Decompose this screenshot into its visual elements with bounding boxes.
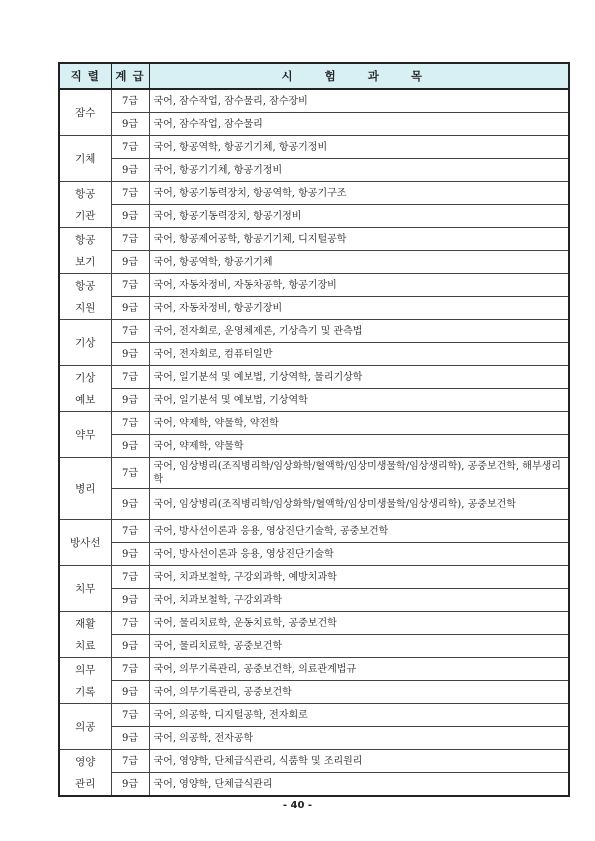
subjects-cell: 국어, 항공기기체, 항공기정비 bbox=[149, 159, 569, 182]
table-row bbox=[59, 658, 569, 681]
table-row bbox=[59, 366, 569, 389]
subjects-cell: 국어, 항공제어공학, 항공기기체, 디지털공학 bbox=[149, 228, 569, 251]
table-row bbox=[59, 520, 569, 543]
table-row bbox=[59, 136, 569, 159]
table-row bbox=[59, 589, 569, 612]
subjects-cell: 국어, 약제학, 약물학, 약전학 bbox=[149, 412, 569, 435]
table-row bbox=[59, 228, 569, 251]
table-row bbox=[59, 435, 569, 458]
job-category-cell: 잠수 bbox=[59, 89, 111, 136]
page-number: - 40 - bbox=[282, 800, 313, 811]
table-row bbox=[59, 458, 569, 489]
subjects-cell: 국어, 방사선이론과 응용, 영상진단기술학 bbox=[149, 543, 569, 566]
job-category-cell: 병리 bbox=[59, 458, 111, 520]
job-category-cell: 항공 기관 bbox=[59, 182, 111, 228]
job-category-cell: 기상 bbox=[59, 320, 111, 366]
table-row bbox=[59, 489, 569, 520]
grade-cell: 9급 bbox=[111, 681, 149, 704]
subjects-cell: 국어, 치과보철학, 구강외과학, 예방치과학 bbox=[149, 566, 569, 589]
grade-cell: 7급 bbox=[111, 320, 149, 343]
subjects-cell: 국어, 물리치료학, 운동치료학, 공중보건학 bbox=[149, 612, 569, 635]
grade-cell: 9급 bbox=[111, 489, 149, 520]
grade-cell: 9급 bbox=[111, 589, 149, 612]
grade-cell: 7급 bbox=[111, 89, 149, 113]
table-row bbox=[59, 274, 569, 297]
grade-cell: 9급 bbox=[111, 635, 149, 658]
grade-cell: 7급 bbox=[111, 182, 149, 205]
subjects-cell: 국어, 방사선이론과 응용, 영상진단기술학, 공중보건학 bbox=[149, 520, 569, 543]
grade-cell: 9급 bbox=[111, 435, 149, 458]
table-row bbox=[59, 750, 569, 773]
job-category-cell: 재활 치료 bbox=[59, 612, 111, 658]
job-category-cell: 의무 기록 bbox=[59, 658, 111, 704]
table-row bbox=[59, 543, 569, 566]
grade-cell: 7급 bbox=[111, 136, 149, 159]
grade-cell: 9급 bbox=[111, 205, 149, 228]
table-row bbox=[59, 159, 569, 182]
subjects-cell: 국어, 의무기록관리, 공중보건학, 의료관계법규 bbox=[149, 658, 569, 681]
table-row bbox=[59, 113, 569, 136]
table-row bbox=[59, 412, 569, 435]
subjects-cell: 국어, 약제학, 약물학 bbox=[149, 435, 569, 458]
grade-cell: 7급 bbox=[111, 750, 149, 773]
table-row bbox=[59, 251, 569, 274]
table-row bbox=[59, 320, 569, 343]
job-category-cell: 약무 bbox=[59, 412, 111, 458]
job-category-cell: 의공 bbox=[59, 704, 111, 750]
table-row bbox=[59, 566, 569, 589]
subjects-cell: 국어, 의공학, 전자공학 bbox=[149, 727, 569, 750]
subjects-cell: 국어, 잠수작업, 잠수물리 bbox=[149, 113, 569, 136]
subjects-cell: 국어, 항공역학, 항공기기체 bbox=[149, 251, 569, 274]
subjects-cell: 국어, 항공역학, 항공기기체, 항공기정비 bbox=[149, 136, 569, 159]
subjects-cell: 국어, 일기분석 및 예보법, 기상역학 bbox=[149, 389, 569, 412]
grade-cell: 9급 bbox=[111, 389, 149, 412]
grade-cell: 7급 bbox=[111, 412, 149, 435]
header-grade: 계 급 bbox=[111, 63, 149, 89]
subjects-cell: 국어, 의무기록관리, 공중보건학 bbox=[149, 681, 569, 704]
grade-cell: 7급 bbox=[111, 612, 149, 635]
subjects-cell: 국어, 영양학, 단체급식관리, 식품학 및 조리원리 bbox=[149, 750, 569, 773]
table-row bbox=[59, 343, 569, 366]
table-row bbox=[59, 612, 569, 635]
job-category-cell: 항공 지원 bbox=[59, 274, 111, 320]
subjects-cell: 국어, 의공학, 디지털공학, 전자회로 bbox=[149, 704, 569, 727]
subjects-cell: 국어, 물리치료학, 공중보건학 bbox=[149, 635, 569, 658]
grade-cell: 9급 bbox=[111, 773, 149, 797]
job-category-cell: 항공 보기 bbox=[59, 228, 111, 274]
grade-cell: 7급 bbox=[111, 704, 149, 727]
grade-cell: 7급 bbox=[111, 658, 149, 681]
table-row bbox=[59, 773, 569, 797]
subjects-cell: 국어, 자동차정비, 자동차공학, 항공기장비 bbox=[149, 274, 569, 297]
subjects-cell: 국어, 임상병리(조직병리학/임상화학/혈액학/임상미생물학/임상생리학), 공중보건학, 해부생리학 bbox=[149, 458, 569, 489]
grade-cell: 9급 bbox=[111, 543, 149, 566]
table-row bbox=[59, 182, 569, 205]
grade-cell: 9급 bbox=[111, 159, 149, 182]
subjects-cell: 국어, 항공기동력장치, 항공역학, 항공기구조 bbox=[149, 182, 569, 205]
grade-cell: 9급 bbox=[111, 251, 149, 274]
table-row bbox=[59, 297, 569, 320]
grade-cell: 9급 bbox=[111, 297, 149, 320]
job-category-cell: 방사선 bbox=[59, 520, 111, 566]
grade-cell: 9급 bbox=[111, 113, 149, 136]
grade-cell: 9급 bbox=[111, 343, 149, 366]
subjects-cell: 국어, 영양학, 단체급식관리 bbox=[149, 773, 569, 797]
subjects-cell: 국어, 일기분석 및 예보법, 기상역학, 물리기상학 bbox=[149, 366, 569, 389]
grade-cell: 9급 bbox=[111, 727, 149, 750]
job-category-cell: 치무 bbox=[59, 566, 111, 612]
exam-subjects-table bbox=[58, 62, 570, 797]
table-row bbox=[59, 389, 569, 412]
subjects-cell: 국어, 치과보철학, 구강외과학 bbox=[149, 589, 569, 612]
subjects-cell: 국어, 항공기동력장치, 항공기정비 bbox=[149, 205, 569, 228]
table-row bbox=[59, 704, 569, 727]
header-job: 직 렬 bbox=[59, 63, 111, 89]
header-subjects: 시 험 과 목 bbox=[149, 63, 569, 89]
table-row bbox=[59, 681, 569, 704]
table-row bbox=[59, 205, 569, 228]
grade-cell: 7급 bbox=[111, 366, 149, 389]
table-row bbox=[59, 635, 569, 658]
table-body bbox=[59, 89, 569, 796]
job-category-cell: 기상 예보 bbox=[59, 366, 111, 412]
job-category-cell: 영양 관리 bbox=[59, 750, 111, 797]
subjects-cell: 국어, 임상병리(조직병리학/임상화학/혈액학/임상미생물학/임상생리학), 공중보건학 bbox=[149, 489, 569, 520]
job-category-cell: 기체 bbox=[59, 136, 111, 182]
grade-cell: 7급 bbox=[111, 274, 149, 297]
subjects-cell: 국어, 전자회로, 컴퓨터일반 bbox=[149, 343, 569, 366]
grade-cell: 7급 bbox=[111, 458, 149, 489]
subjects-cell: 국어, 전자회로, 운영체제론, 기상측기 및 관측법 bbox=[149, 320, 569, 343]
table-header-row bbox=[59, 63, 569, 89]
grade-cell: 7급 bbox=[111, 228, 149, 251]
table-row bbox=[59, 89, 569, 113]
table-row bbox=[59, 727, 569, 750]
grade-cell: 7급 bbox=[111, 566, 149, 589]
grade-cell: 7급 bbox=[111, 520, 149, 543]
subjects-cell: 국어, 자동차정비, 항공기장비 bbox=[149, 297, 569, 320]
subjects-cell: 국어, 잠수작업, 잠수물리, 잠수장비 bbox=[149, 89, 569, 113]
